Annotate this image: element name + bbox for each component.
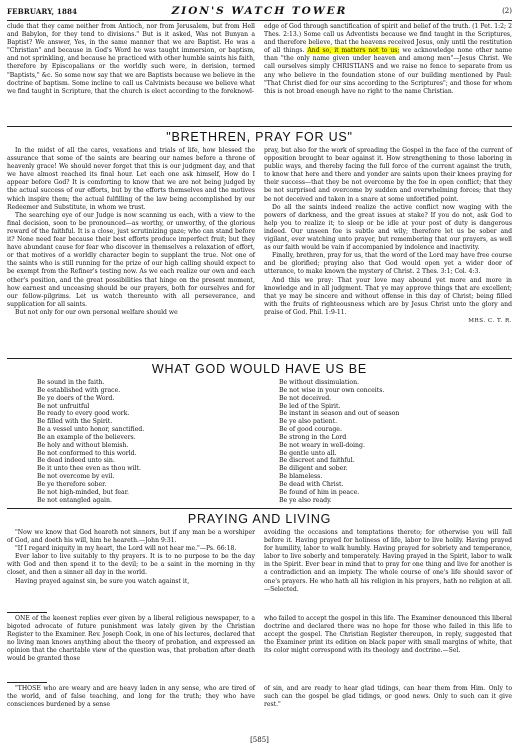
list-item: Be not wise in your own conceits. (279, 386, 385, 394)
examiner-right-column (264, 615, 512, 681)
top-right-paragraph (264, 23, 512, 96)
brethren-left-column (7, 147, 255, 357)
list-item: Be led of the Spirit. (279, 402, 341, 410)
list-item: Be ready to every good work. (37, 410, 130, 418)
what-god-list (7, 379, 512, 507)
page-header (7, 5, 512, 19)
what-god-left-list (37, 379, 252, 507)
top-left-column (7, 23, 255, 125)
section-rule (7, 358, 512, 359)
masthead-title: ZION'S WATCH TOWER (171, 5, 348, 17)
examiner-left-column (7, 615, 255, 681)
weary-article (7, 685, 512, 711)
weary-right-text: of sin, and are ready to hear glad tidings, can hear them from Him. Only to such can the gospel be glad tidings, or good news. Only to such can it give rest." (264, 685, 512, 709)
issue-date: FEBRUARY, 1884 (7, 7, 78, 16)
list-item: Be ye also patient. (279, 418, 338, 426)
list-item: Be of good courage. (279, 426, 342, 434)
top-right-column (264, 23, 512, 125)
examiner-right-text: who failed to accept the gospel in this life. The Examiner denounced this liberal doctrine and declared there was no hope for those who failed in this life to accept the gospel. The Christian Register thereupon, in reply, suggested that the Examiner print its edition on black paper with small margins of white, that its color might correspond with its theology and doctrine.—Sel. (264, 615, 512, 655)
list-item: Be diligent and sober. (279, 465, 348, 473)
examiner-left-text: ONE of the keenest replies ever given by a liberal religious newspaper, to a bigoted advocate of future punishment was lately given by the Christian Register to the Examiner. Rev. Joseph Cook, in one of his lectures, declared that no living man knows anything about the theory of probation, and expressed an opinion that the charitable view of the question was, that probation after death would be granted those (7, 615, 255, 663)
praying-paragraph: "If I regard iniquity in my heart, the Lord will not hear me."—Ps. 66:18. (15, 545, 237, 553)
list-item: Be dead with Christ. (279, 480, 344, 488)
list-item: Be found of him in peace. (279, 488, 360, 496)
brethren-paragraph: Finally, brethren, pray for us, that the word of the Lord may have free course and be glorified; praying also that God would open yet a wider door of utterance, to make known the mystery of Christ. 2 Thes. 3:1; Col. 4:3. (264, 252, 512, 276)
list-item: Be discreet and faithful. (279, 457, 355, 465)
page-number: (2) (502, 7, 512, 15)
header-rule (7, 20, 512, 21)
list-item: Be dead indeed unto sin. (37, 457, 115, 465)
top-left-text: clude that they came neither from Antioch, nor from Jerusalem, but from Hell and Babylon, for they tend to divisions." But is it asked, Was not Bunyan a Baptist? We answer, Yes, in the same manner that we are Baptist. He was a "Christian" and because in God's Word he was taught immersion, or baptism, and not sprinkling, and because he practiced with other humble saints his faith, therefore by Episcopalians or the worldly such were, in derision, termed "Baptists," &c. So some now say that we are Baptists because we believe in the doctrine of baptism. Some incline to call us Calvinists because we believe what we find taught in Scripture, that the church is elect according to the foreknowl- (7, 23, 255, 95)
list-item: Be not unfruitful (37, 402, 90, 410)
brethren-right-column (264, 147, 512, 357)
page-footer-number: [585] (250, 736, 269, 744)
praying-paragraph: Having prayed against sin, be sure you watch against it, (15, 577, 190, 585)
praying-left-column (7, 529, 255, 611)
brethren-article (7, 147, 512, 357)
list-item: Be not weary in well-doing. (279, 441, 365, 449)
section-rule (7, 682, 47, 683)
list-item: Be ye doers of the Word. (37, 394, 115, 402)
section-rule (7, 508, 512, 509)
list-item: Be sound in the faith. (37, 379, 105, 386)
weary-left-column (7, 685, 255, 711)
examiner-article (7, 615, 512, 681)
brethren-paragraph: The searching eye of our Judge is now scanning us each, with a view to the final decision, soon to be pronounced—as worthy, or unworthy, of the glorious reward of the faithful. It is a close, just scrutinizing gaze; who can stand before it? None need fear because their best efforts produce imperfect fruit; but they have abundant cause for fear who discover in themselves a relaxation of effort, or that motives of a worldly character begin to supplant the true. Not one of the saints who is still running for the prize of our high calling should expect to be exempt from the Refiner's testing now. As we each realize our own and each other's position, and the great possibilities that hinge on the present moment, how earnest and unceasing should be our prayers, both for ourselves and for our fellow-pilgrims. Let us watch thereunto with all perseverance, and supplication for all saints. (7, 211, 255, 308)
section-rule (7, 612, 47, 613)
brethren-paragraph: pray, but also for the work of spreading the Gospel in the face of the current of opposition brought to bear against it. How strengthening to those laboring in public ways, and thereby facing the full force of the current against the truth, to know that here and there and yonder are saints upon their knees praying for their success—that they be not overcome by the foe in open conflict; that they be not surprised and overcome by sudden and overwhelming forces; that they be not deceived and taken in a snare at some unfortified point. (264, 147, 512, 203)
list-item: Be not entangled again. (37, 496, 112, 504)
list-item: Be holy and without blemish. (37, 441, 129, 449)
praying-right-text: avoiding the occasions and temptations thereto; for otherwise you will fall before it. Having prayed for holiness of life, labor to live holily. Having prayed for humility, labor to walk humbly. Having prayed for sobriety and temperance, labor to live soberly and temperately. Having prayed in the Spirit, labor to walk in the Spirit. Ever bear in mind that to pray for one thing and live for another is a contradiction and an impiety. The whole course of one's life should savor of one's prayers. He who hath all his religion in his prayers, hath no religion at all.—Selected. (264, 529, 512, 593)
list-item: Be blameless. (279, 473, 323, 481)
brethren-paragraph: In the midst of all the cares, vexations and trials of life, how blessed the assurance that some of the saints are bearing our names before a throne of heavenly grace! We should never forget that this is our judgment day, and that we have almost reached its final hour. Let each one ask himself, How do I appear before God? It is comforting to know that we are not being judged by the actual success of our efforts, but by the efforts themselves and the motives which inspire them; the actual fulfilling of the law being accomplished by our Redeemer and Substitute, in whom we trust. (7, 147, 255, 211)
list-item: Be without dissimulation. (279, 379, 360, 386)
brethren-title: "BRETHREN, PRAY FOR US" (166, 130, 353, 144)
praying-title: PRAYING AND LIVING (187, 512, 332, 526)
praying-paragraph: "Now we know that God heareth not sinners, but if any man be a worshiper of God, and doeth his will, him he heareth.—John 9:31. (7, 529, 255, 545)
list-item: Be not high-minded, but fear. (37, 488, 129, 496)
newspaper-page (7, 5, 512, 745)
what-god-title: WHAT GOD WOULD HAVE US BE (151, 362, 368, 376)
praying-right-column (264, 529, 512, 611)
list-item: Be instant in season and out of season (279, 410, 400, 418)
weary-left-text: "THOSE who are weary and are heavy laden in any sense, who are tired of the world, and of false teaching, and long for the truth; they who have consciences burdened by a sense (7, 685, 255, 709)
list-item: Be not conformed to this world. (37, 449, 137, 457)
what-god-right-list (279, 379, 494, 507)
signature: MRS. C. T. R. (468, 317, 512, 324)
list-item: Be gentle unto all. (279, 449, 337, 457)
brethren-paragraph: Do all the saints indeed realize the active conflict now waging with the powers of darkness, and the great issues at stake? If you do not, ask God to help you to realize it; to sleep or be idle at your post of duty is dangerous indeed. Our unseen foe is subtle and wily; therefore let us be sober and vigilant, ever watching unto prayer, but remembering that our prayers, as well as our faith would be vain if accompanied by indolence and inactivity. (264, 203, 512, 252)
top-right-text-a: edge of God through sanctification of spirit and belief of the truth. (1 Pet. 1:2; 2 Thes. 2:13.) Some call us Adventists because we find taught in the Scriptures, and therefore believe, that the heavens received Jesus, only until the restitution of all things. (264, 23, 512, 55)
list-item: Be a vessel unto honor, sanctified. (37, 426, 145, 434)
section-rule (7, 126, 512, 127)
list-item: Be not overcome by evil. (37, 473, 115, 481)
list-item: Be an example of the believers. (37, 433, 136, 441)
list-item: Be strong in the Lord (279, 433, 347, 441)
top-right-text-b: we acknowledge none other name than "the only name given under heaven and among men"—Jesus Christ. We call ourselves simply CHRISTIANS and we raise no fence to separate from us any who believe in the foundation stone of our building mentioned by Paul: "That Christ died for our sins according to the Scriptures"; and those for whom this is not broad enough have no right to the name Christian. (264, 47, 512, 95)
weary-right-column (264, 685, 512, 711)
list-item: Be filled with the Spirit. (37, 418, 113, 426)
list-item: Be established with grace. (37, 386, 121, 394)
list-item: Be not deceived. (279, 394, 332, 402)
brethren-paragraph: And this we pray: That your love may abound yet more and more in knowledge and in all judgment. That ye may approve things that are excellent; that ye may be sincere and without offense in this day of Christ; being filled with the fruits of righteousness which are by Jesus Christ unto the glory and praise of God. Phil. 1:9-11. (264, 276, 512, 316)
list-item: Be it unto thee even as thou wilt. (37, 465, 141, 473)
list-item: Be ye therefore sober. (37, 480, 107, 488)
praying-article (7, 529, 512, 611)
list-item: Be ye also ready. (279, 496, 332, 504)
highlighted-text: And so, it matters not to us; (307, 47, 400, 55)
praying-paragraph: Ever labor to live suitably to thy prayers. It is to no purpose to be the day with God and then spend it to the devil; to be a saint in the morning in thy closet, and then a sinner all day in the world. (7, 553, 255, 577)
top-article (7, 23, 512, 125)
brethren-paragraph: But not only for our own personal welfare should we (15, 308, 178, 316)
